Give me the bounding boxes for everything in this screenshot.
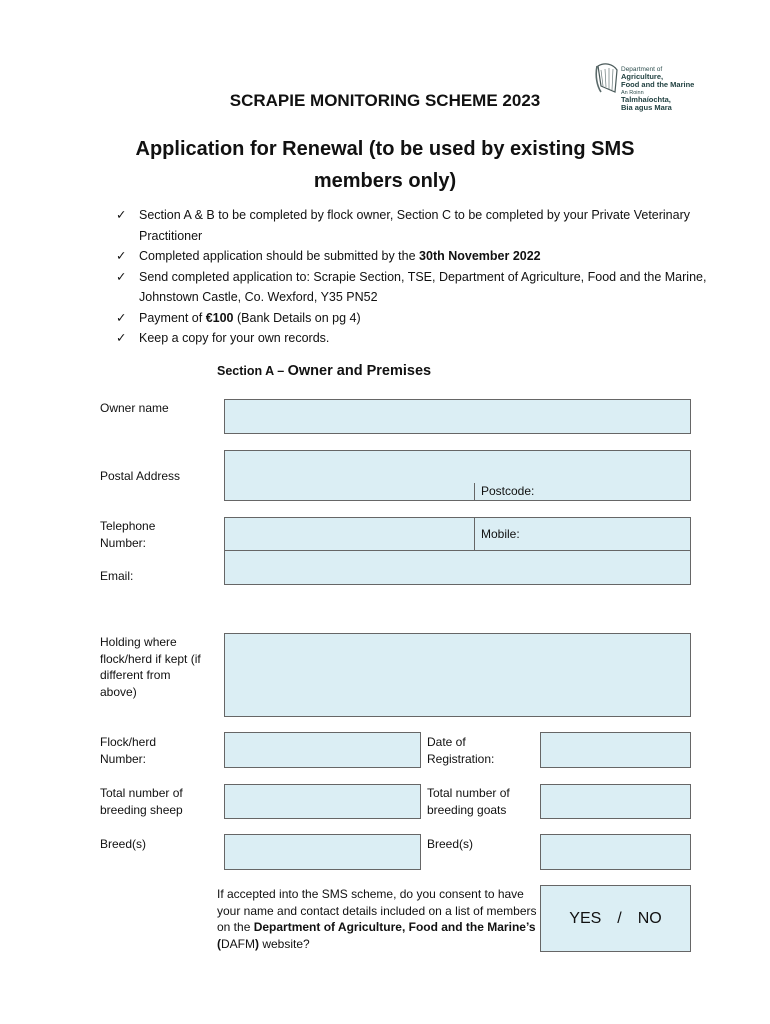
postal-address-field[interactable] <box>224 450 691 501</box>
mobile-label: Mobile: <box>481 527 520 541</box>
checkmark-icon: ✓ <box>116 208 127 222</box>
instruction-item: ✓ Keep a copy for your own records. <box>112 328 712 349</box>
breeding-goats-label: Total number of breeding goats <box>427 786 510 817</box>
postcode-label: Postcode: <box>481 484 535 498</box>
breeding-goats-field[interactable] <box>540 784 691 819</box>
page-title: SCRAPIE MONITORING SCHEME 2023 <box>229 91 541 110</box>
page-subtitle: Application for Renewal (to be used by existing SMS members only) <box>135 138 635 192</box>
checkmark-icon: ✓ <box>116 249 127 263</box>
postal-address-label: Postal Address <box>100 469 181 483</box>
breeding-sheep-field[interactable] <box>224 784 421 819</box>
consent-question: If accepted into the SMS scheme, do you consent to have your name and contact details included on a list of members on the Department of Agriculture, Food and the Marine’s (DAFM) website? <box>217 887 537 951</box>
owner-name-field[interactable] <box>224 399 691 434</box>
registration-date-label: Date of Registration: <box>427 735 495 766</box>
deadline-date: 30th November 2022 <box>419 249 541 263</box>
checkmark-icon: ✓ <box>116 269 127 284</box>
holding-label: Holding where flock/herd if kept (if different from above) <box>100 635 201 699</box>
consent-yes-option[interactable]: YES <box>569 909 602 927</box>
consent-answer-box[interactable] <box>540 885 691 952</box>
logo-text-line: Talmhaíochta, <box>621 95 671 104</box>
logo-text-line: Bia agus Mara <box>621 103 672 112</box>
field-divider <box>474 483 475 501</box>
instruction-item: ✓ Payment of €100 (Bank Details on pg 4) <box>112 308 712 329</box>
instruction-item: ✓ Completed application should be submitted by the 30th November 2022 <box>112 246 712 267</box>
email-label: Email: <box>100 569 134 583</box>
logo-text-line: Department of <box>621 66 663 73</box>
breeding-sheep-label: Total number of breeding sheep <box>100 786 183 817</box>
flock-number-field[interactable] <box>224 732 421 768</box>
breed-sheep-field[interactable] <box>224 834 421 870</box>
email-field[interactable] <box>224 550 691 585</box>
logo-text-line: Food and the Marine <box>621 80 695 89</box>
checkmark-icon: ✓ <box>116 331 127 345</box>
instruction-list <box>112 205 712 349</box>
telephone-field[interactable] <box>224 517 475 551</box>
logo-text-line: Agriculture, <box>621 72 664 81</box>
consent-no-option[interactable]: NO <box>637 909 662 927</box>
breed-goats-label: Breed(s) <box>427 837 474 851</box>
breed-sheep-label: Breed(s) <box>100 837 147 851</box>
checkmark-icon: ✓ <box>116 310 127 325</box>
flock-number-label: Flock/herd Number: <box>100 735 157 766</box>
breed-goats-field[interactable] <box>540 834 691 870</box>
logo-text-line: An Roinn <box>621 90 644 96</box>
registration-date-field[interactable] <box>540 732 691 768</box>
instruction-item: ✓ Section A & B to be completed by flock owner, Section C to be completed by your Private Veterinary Practitioner <box>112 205 712 246</box>
instruction-item: ✓ Send completed application to: Scrapie Section, TSE, Department of Agriculture, Food and the Marine, Johnstown Castle, Co. Wexford, Y35 PN52 <box>112 267 712 308</box>
consent-separator: / <box>617 909 622 927</box>
holding-field[interactable] <box>224 633 691 717</box>
payment-amount: €100 <box>205 310 234 325</box>
mobile-field[interactable] <box>474 517 691 551</box>
owner-name-label: Owner name <box>100 401 169 415</box>
section-a-heading: Section A – Owner and Premises <box>217 363 432 379</box>
telephone-label: Telephone Number: <box>100 519 156 550</box>
